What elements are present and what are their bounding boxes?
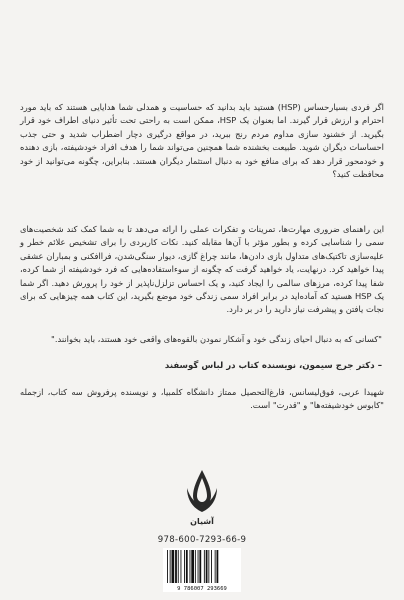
description-paragraph-2: این راهنمای ضروری مهارت‌ها، تمرینات و تفکرات عملی را ارائه می‌دهد تا به شما کمک کند شخصیت‌های سمی را شناسایی کرده و بطور مؤثر با آن‌ها مقابله کنید. نکات کاربردی را برای تشخیص علائم خطر و علیه‌سازی تاکتیک‌های متداول بازی دادن‌ها، مانند چراغ گازی، دیوار سنگی‌شدن، فراافکنی و بمباران عشقی پیدا خواهید کرد. درنهایت، یاد خواهید گرفت که چگونه از سوءاستفاده‌هایی که فرد خودشیفته از شما کرده، شفا پیدا کرده، مرزهای سالمی را ایجاد کنید، و یک احساس تزلزل‌ناپذیر از خود را پرورش دهید. اگر شما یک HSP هستید که آماده‌اید در برابر افراد سمی زندگی خود موضع بگیرید، این کتاب همه چیزهایی که برای نجات یافتن و پیشرفت نیاز دارید را در بر دارد. <box>20 224 385 315</box>
isbn: 978-600-7293-66-9 <box>157 535 247 545</box>
barcode-number: 9 786007 293669 <box>177 586 227 592</box>
endorsement-author: – دکتر جرج سیمون، نویسنده کتاب در لباس گوسفند <box>164 361 382 371</box>
author-bio: شهیدا عربی، فوق‌لیسانس، فارغ‌التحصیل ممتاز دانشگاه کلمبیا، و نویسنده پرفروش سه کتاب، ازجمله "کابوس خودشیفته‌ها" و "قدرت" است. <box>20 387 384 411</box>
publisher-name: آشیان <box>190 517 214 526</box>
description-paragraph-1: اگر فردی بسیارحساس (HSP) هستید باید بدانید که حساسیت و همدلی شما هدایایی هستند که باید مورد احترام و ارزش قرار گیرند. اما بعنوان یک HSP، ممکن است به راحتی تحت تأثیر دنیای اطراف خود قرار بگیرید. از خشنود سازی مداوم مردم رنج ببرید، در مواقع درگیری دچار اضطراب شدید و حتی جذب احساسات دیگران شوید. طبیعت بخشنده شما همچنین می‌تواند شما را هدف افراد خودشیفته، بازی دهنده و خودمحور قرار دهد که برای منافع خود به دنبال استثمار دیگران هستند. بنابراین، چگونه می‌توانید از خود محافظت کنید؟ <box>20 102 384 180</box>
barcode <box>163 548 241 592</box>
endorsement-quote: "کسانی که به دنبال احیای زندگی خود و آشکار نمودن بالقوه‌های واقعی خود هستند، باید بخوانند." <box>51 334 382 344</box>
publisher-logo <box>177 466 227 530</box>
